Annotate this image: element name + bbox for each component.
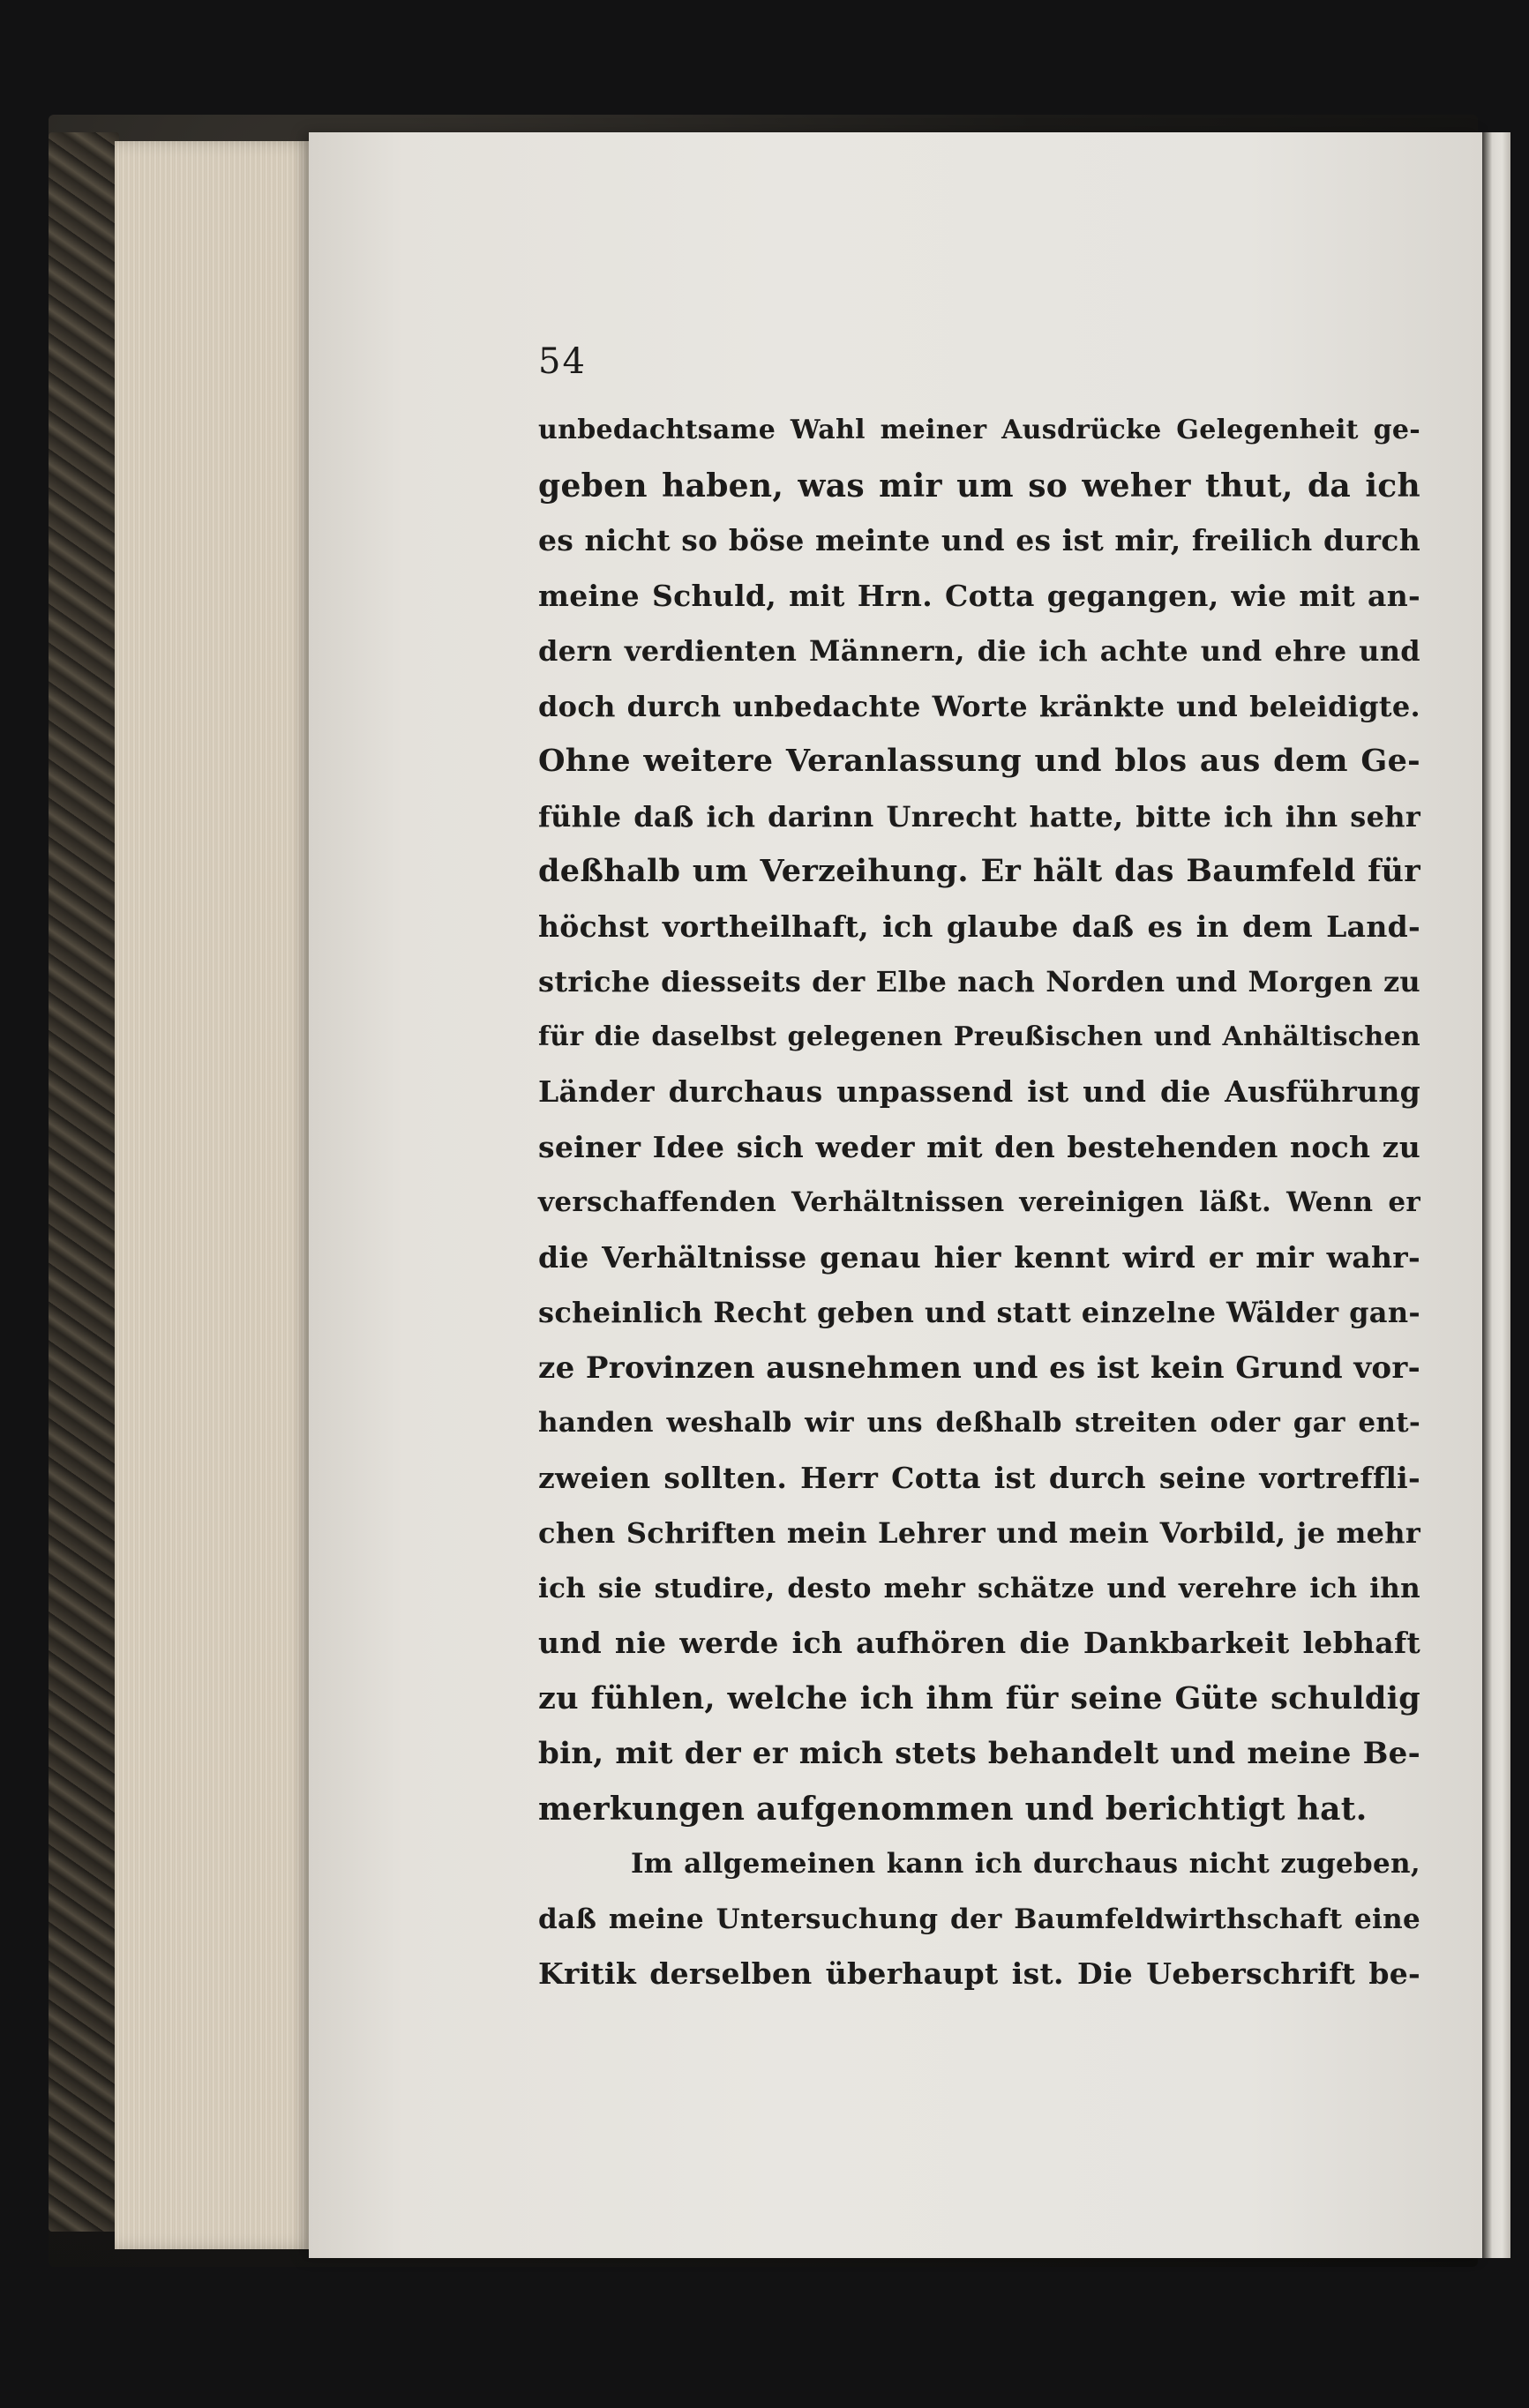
page-stack-edges	[115, 141, 318, 2249]
text-line: für die daselbst gelegenen Preußischen und Anhältischen	[538, 1021, 1420, 1052]
text-line: und nie werde ich aufhören die Dankbarkeit lebhaft	[538, 1626, 1420, 1660]
text-line: doch durch unbedachte Worte kränkte und beleidigte.	[538, 689, 1420, 723]
text-line: scheinlich Recht geben und statt einzelne Wälder gan-	[538, 1296, 1420, 1329]
marbled-cover-edge	[49, 132, 119, 2232]
text-line: meine Schuld, mit Hrn. Cotta gegangen, wie mit an-	[538, 578, 1420, 613]
text-line: daß meine Untersuchung der Baumfeldwirthschaft eine	[538, 1903, 1420, 1935]
facing-page-edge	[1482, 132, 1510, 2258]
text-line: zu fühlen, welche ich ihm für seine Güte schuldig	[538, 1679, 1420, 1716]
text-line: Ohne weitere Veranlassung und blos aus dem Ge-	[538, 743, 1420, 779]
text-line: unbedachtsame Wahl meiner Ausdrücke Gelegenheit ge-	[538, 415, 1420, 445]
text-line: höchst vortheilhaft, ich glaube daß es in dem Land-	[538, 909, 1420, 944]
text-line: deßhalb um Verzeihung. Er hält das Baumfeld für	[538, 853, 1420, 889]
text-line: Kritik derselben überhaupt ist. Die Ueberschrift be-	[538, 1956, 1420, 1991]
text-line: Länder durchaus unpassend ist und die Ausführung	[538, 1074, 1420, 1109]
text-line: Im allgemeinen kann ich durchaus nicht zugeben,	[631, 1848, 1420, 1880]
text-line: chen Schriften mein Lehrer und mein Vorbild, je mehr	[538, 1516, 1420, 1550]
text-line: geben haben, was mir um so weher thut, da ich	[538, 467, 1420, 505]
text-line: fühle daß ich darinn Unrecht hatte, bitte ich ihn sehr	[538, 799, 1420, 834]
text-line: es nicht so böse meinte und es ist mir, freilich durch	[538, 523, 1420, 557]
text-line: merkungen aufgenommen und berichtigt hat.	[538, 1790, 1368, 1828]
text-line: die Verhältnisse genau hier kennt wird er mir wahr-	[538, 1239, 1420, 1275]
text-line: zweien sollten. Herr Cotta ist durch seine vortreffli-	[538, 1460, 1420, 1495]
page-text	[538, 340, 1420, 2002]
text-line: ze Provinzen ausnehmen und es ist kein Grund vor-	[538, 1350, 1420, 1386]
page-number: 54	[538, 341, 587, 382]
text-line: seiner Idee sich weder mit den bestehenden noch zu	[538, 1129, 1420, 1164]
text-line: striche diesseits der Elbe nach Norden und Morgen zu	[538, 965, 1420, 998]
text-line: verschaffenden Verhältnissen vereinigen läßt. Wenn er	[538, 1186, 1420, 1218]
text-line: dern verdienten Männern, die ich achte und ehre und	[538, 634, 1420, 668]
text-line: handen weshalb wir uns deßhalb streiten oder gar ent-	[538, 1407, 1420, 1439]
text-line: ich sie studire, desto mehr schätze und verehre ich ihn	[538, 1572, 1420, 1604]
text-line: bin, mit der er mich stets behandelt und meine Be-	[538, 1736, 1420, 1771]
